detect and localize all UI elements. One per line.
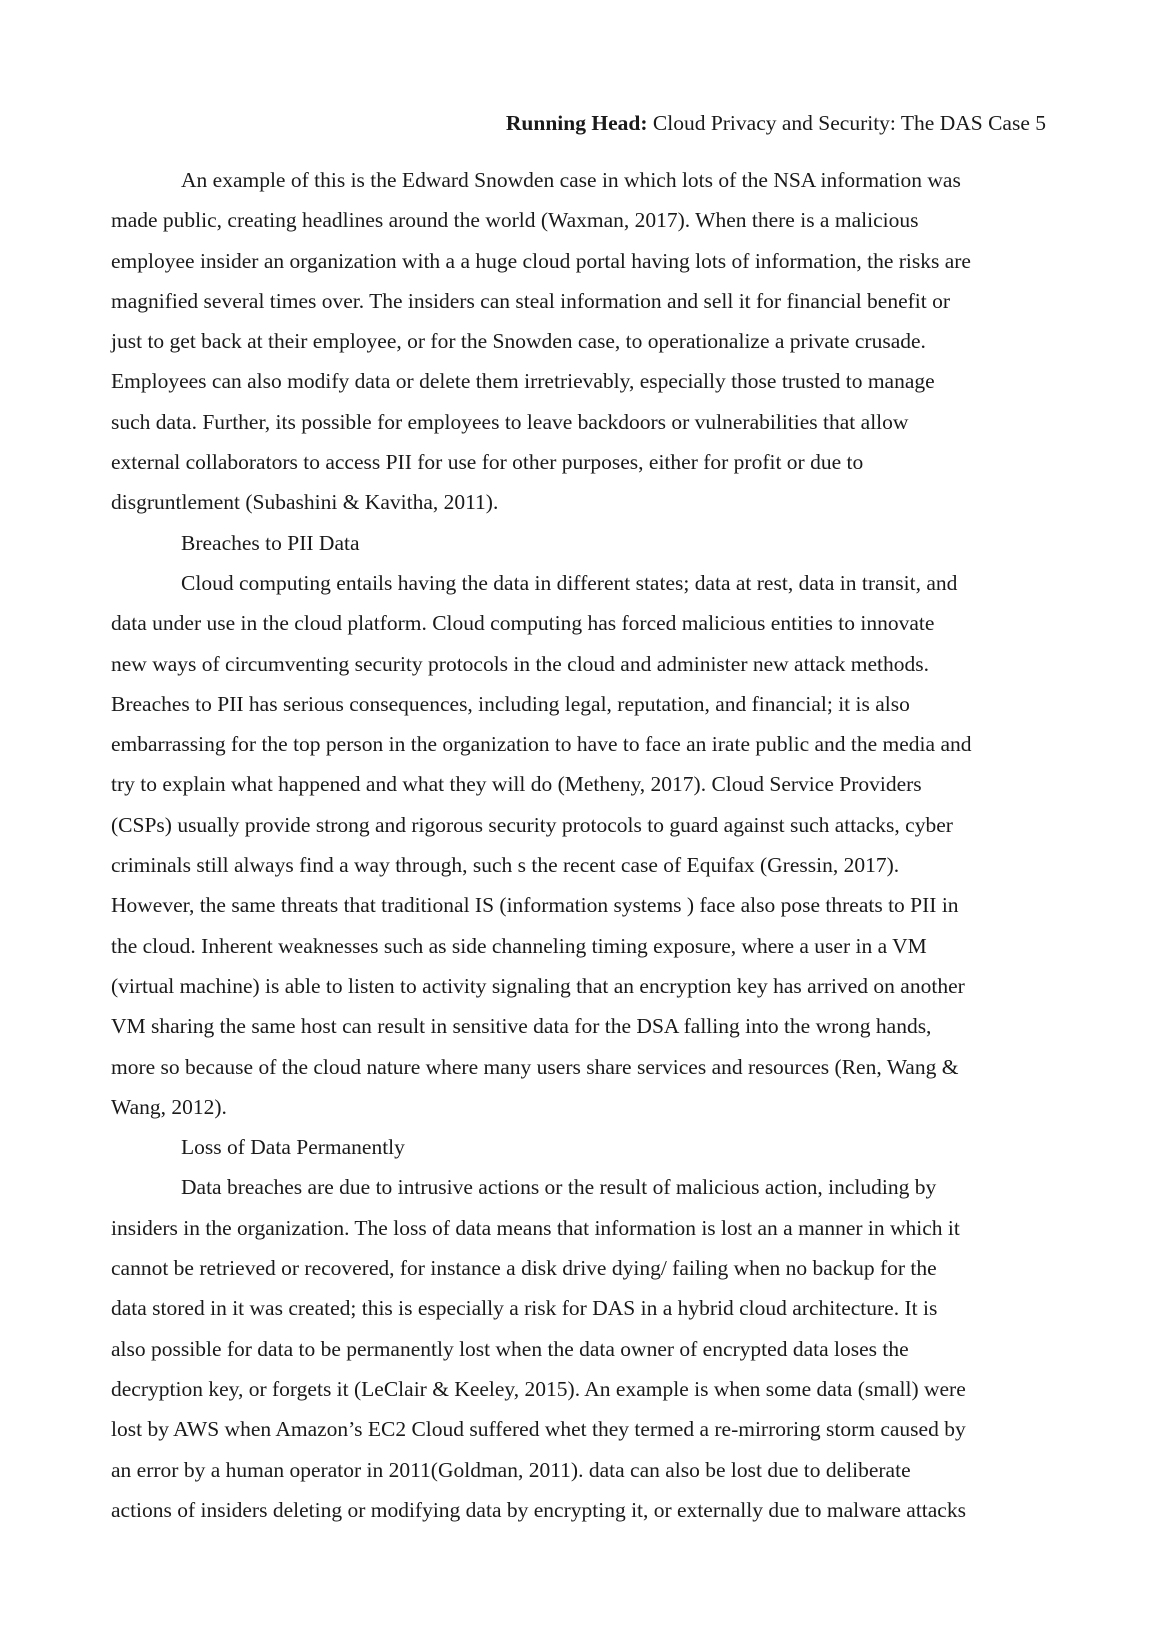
section-heading: Loss of Data Permanently [181,1135,405,1160]
paragraph-line: data under use in the cloud platform. Cloud computing has forced malicious entities to innovate [111,611,935,636]
page-number: 5 [1035,111,1046,135]
paragraph-line: Breaches to PII has serious consequences, including legal, reputation, and financial; it is also [111,691,910,716]
paragraph-line: also possible for data to be permanently lost when the data owner of encrypted data loses the [111,1336,909,1361]
paragraph-line: data stored in it was created; this is especially a risk for DAS in a hybrid cloud architecture. It is [111,1296,938,1321]
paragraph-line: external collaborators to access PII for use for other purposes, either for profit or due to [111,450,864,475]
paragraph-line: VM sharing the same host can result in sensitive data for the DSA falling into the wrong hands, [111,1014,932,1039]
paragraph-line: just to get back at their employee, or for the Snowden case, to operationalize a private crusade. [111,329,926,354]
paragraph-line: made public, creating headlines around the world (Waxman, 2017). When there is a malicious [111,208,919,233]
paragraph-line: Data breaches are due to intrusive actions or the result of malicious action, including by [181,1175,937,1200]
paragraph-line: try to explain what happened and what they will do (Metheny, 2017). Cloud Service Providers [111,772,922,797]
paragraph-line: (virtual machine) is able to listen to activity signaling that an encryption key has arrived on another [111,973,965,998]
paragraph-line: the cloud. Inherent weaknesses such as side channeling timing exposure, where a user in a VM [111,933,927,958]
paragraph-line: employee insider an organization with a a huge cloud portal having lots of information, the risks are [111,248,971,273]
paragraph-line: an error by a human operator in 2011(Goldman, 2011). data can also be lost due to deliberate [111,1457,911,1482]
paragraph-line: embarrassing for the top person in the organization to have to face an irate public and the media and [111,732,972,757]
running-head-label: Running Head: [505,111,648,135]
running-head-title: Cloud Privacy and Security: The DAS Case [652,111,1030,135]
paragraph-line: criminals still always find a way through, such s the recent case of Equifax (Gressin, 2017). [111,853,900,878]
paragraph-line: However, the same threats that traditional IS (information systems ) face also pose threats to PII in [111,893,959,918]
paragraph-line: (CSPs) usually provide strong and rigorous security protocols to guard against such attacks, cyber [111,812,953,837]
paragraph-line: new ways of circumventing security protocols in the cloud and administer new attack methods. [111,651,929,676]
paragraph-line: Wang, 2012). [111,1094,227,1119]
paragraph-line: Cloud computing entails having the data in different states; data at rest, data in transit, and [181,570,958,595]
section-heading: Breaches to PII Data [181,530,360,555]
paragraph-line: such data. Further, its possible for employees to leave backdoors or vulnerabilities that allow [111,409,909,434]
paragraph-line: disgruntlement (Subashini & Kavitha, 2011). [111,490,499,515]
paragraph-line: An example of this is the Edward Snowden case in which lots of the NSA information was [181,168,961,192]
paragraph-line: magnified several times over. The insiders can steal information and sell it for financial benefit or [111,288,951,313]
paragraph-line: more so because of the cloud nature where many users share services and resources (Ren, Wang & [111,1054,959,1079]
paragraph-line: cannot be retrieved or recovered, for instance a disk drive dying/ failing when no backup for the [111,1256,937,1281]
paragraph-line: Employees can also modify data or delete them irretrievably, especially those trusted to manage [111,369,935,394]
paragraph-line: insiders in the organization. The loss of data means that information is lost an a manner in which it [111,1215,960,1240]
document-body [111,160,1056,1530]
paragraph-line: decryption key, or forgets it (LeClair & Keeley, 2015). An example is when some data (small) were [111,1376,966,1401]
paragraph-line: lost by AWS when Amazon’s EC2 Cloud suffered whet they termed a re-mirroring storm caused by [111,1417,966,1442]
paragraph-line: actions of insiders deleting or modifying data by encrypting it, or externally due to malware attacks [111,1497,966,1522]
running-head [506,109,1046,137]
